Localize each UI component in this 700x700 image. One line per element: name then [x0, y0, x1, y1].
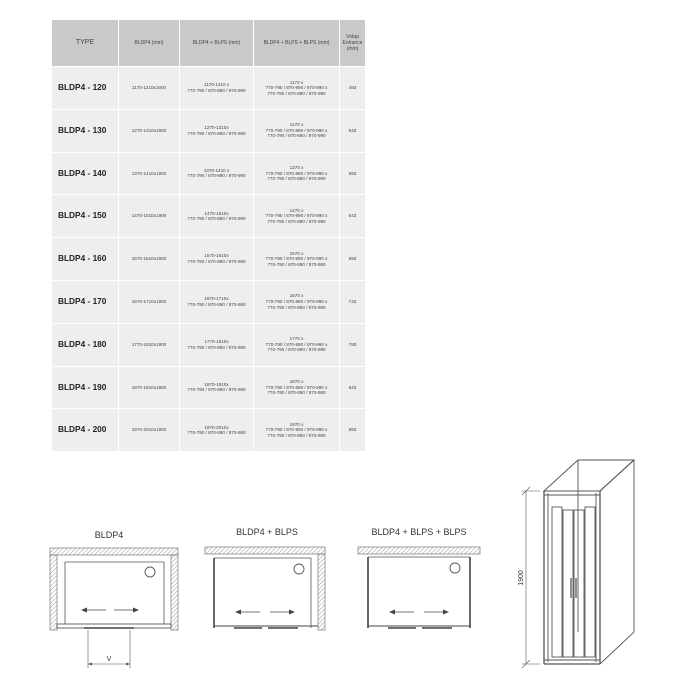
door-panel-1: [552, 507, 562, 657]
cell-bldp4-blps-blps: 1370 x 770-790 / 870-890 / 970-990 x 770-790 / 870-890 / 970-990: [254, 152, 340, 195]
cell-bldp4-blps-blps: 1670 x 770-790 / 870-890 / 970-990 x 770-790 / 870-890 / 970-990: [254, 280, 340, 323]
cell-entrance: 643: [340, 195, 366, 238]
header-bldp4-blps: BLDP4 + BLPS (mm): [180, 20, 254, 67]
plan-bldp4-label: BLDP4: [94, 530, 124, 540]
right-wall: [318, 554, 325, 630]
cell-entrance: 493: [340, 67, 366, 110]
plan-bldp4-blps-blps-diagram: [358, 527, 480, 628]
enclosure-top: [544, 460, 634, 491]
cell-bldp4-blps-blps: 1770 x 770-790 / 870-890 / 970-990 x 770-790 / 870-890 / 970-990: [254, 323, 340, 366]
cell-bldp4-blps: 1670-1710x 770-790 / 870-890 / 970-990: [180, 280, 254, 323]
cell-bldp4: 1970-2010x1900: [119, 409, 180, 452]
cell-bldp4-blps: 1870-1910x 770-790 / 870-890 / 970-990: [180, 366, 254, 409]
drain-icon: [145, 567, 155, 577]
cell-bldp4-blps-blps: 1170 x 770-790 / 870-890 / 970-990 x 770-790 / 870-890 / 970-990: [254, 67, 340, 110]
cell-type: BLDP4 - 150: [52, 195, 119, 238]
cell-type: BLDP4 - 130: [52, 109, 119, 152]
cell-entrance: 693: [340, 238, 366, 281]
cell-bldp4-blps: 1570-1610x 770-790 / 870-890 / 970-990: [180, 238, 254, 281]
cell-entrance: 593: [340, 152, 366, 195]
cell-bldp4: 1770-1810x1900: [119, 323, 180, 366]
height-dimension-label: 1900: [518, 570, 525, 586]
cell-entrance: 893: [340, 409, 366, 452]
cell-bldp4: 1370-1410x1900: [119, 152, 180, 195]
cell-entrance: 743: [340, 280, 366, 323]
cell-bldp4: 1170-1210x1900: [119, 67, 180, 110]
drain-icon: [450, 563, 460, 573]
cell-bldp4-blps: 1370-1410 x 770-790 / 870-890 / 970-990: [180, 152, 254, 195]
cell-type: BLDP4 - 160: [52, 238, 119, 281]
cell-bldp4-blps: 1470-1510x 770-790 / 870-890 / 970-990: [180, 195, 254, 238]
cell-bldp4-blps-blps: 1270 x 770-790 / 870-890 / 970-990 x 770-790 / 870-890 / 970-990: [254, 109, 340, 152]
plan-bldp4-diagram: [50, 530, 178, 668]
cell-type: BLDP4 - 180: [52, 323, 119, 366]
plan-bldp4-blps-label: BLDP4 + BLPS: [236, 527, 298, 537]
perspective-view-diagram: [522, 460, 634, 668]
plan-bldp4-blps-blps-label: BLDP4 + BLPS + BLPS: [371, 527, 467, 537]
cell-bldp4-blps: 1770-1810x 770-790 / 870-890 / 970-990: [180, 323, 254, 366]
cell-type: BLDP4 - 170: [52, 280, 119, 323]
cell-bldp4-blps-blps: 1870 x 770-790 / 870-890 / 970-990 x 770-790 / 870-890 / 970-990: [254, 366, 340, 409]
back-wall: [205, 547, 325, 554]
header-bldp4: BLDP4 (mm): [119, 20, 180, 67]
entrance-dimension-label: V: [106, 656, 112, 663]
cell-bldp4-blps: 1270-1310x 770-790 / 870-890 / 970-990: [180, 109, 254, 152]
cell-bldp4-blps-blps: 1970 x 770-790 / 870-890 / 970-990 x 770-790 / 870-890 / 970-990: [254, 409, 340, 452]
header-entrance: Vstup Entrance (mm): [340, 20, 366, 67]
cell-entrance: 543: [340, 109, 366, 152]
cell-bldp4-blps: 1970-2010x 770-790 / 870-890 / 970-990: [180, 409, 254, 452]
cell-type: BLDP4 - 140: [52, 152, 119, 195]
cell-type: BLDP4 - 200: [52, 409, 119, 452]
back-wall: [50, 548, 178, 555]
cell-bldp4-blps-blps: 1470 x 770-790 / 870-890 / 970-990 x 770-790 / 870-890 / 970-990: [254, 195, 340, 238]
cell-bldp4: 1270-1310x1900: [119, 109, 180, 152]
cell-bldp4-blps-blps: 1570 x 770-790 / 870-890 / 970-990 x 770-790 / 870-890 / 970-990: [254, 238, 340, 281]
left-wall: [50, 555, 57, 630]
door-panel-4: [585, 507, 595, 657]
cell-entrance: 793: [340, 323, 366, 366]
right-wall: [171, 555, 178, 630]
cell-bldp4-blps: 1170-1210 x 770-790 / 870-890 / 970-990: [180, 67, 254, 110]
header-bldp4-blps-blps: BLDP4 + BLPS + BLPS (mm): [254, 20, 340, 67]
cell-type: BLDP4 - 190: [52, 366, 119, 409]
header-type: TYPE: [52, 20, 119, 67]
cell-bldp4: 1570-1610x1900: [119, 238, 180, 281]
drain-icon: [294, 564, 304, 574]
cell-entrance: 843: [340, 366, 366, 409]
plan-bldp4-blps-diagram: [205, 527, 325, 630]
back-wall: [358, 547, 480, 554]
cell-bldp4: 1870-1910x1900: [119, 366, 180, 409]
cell-bldp4: 1670-1710x1900: [119, 280, 180, 323]
cell-type: BLDP4 - 120: [52, 67, 119, 110]
cell-bldp4: 1470-1510x1900: [119, 195, 180, 238]
